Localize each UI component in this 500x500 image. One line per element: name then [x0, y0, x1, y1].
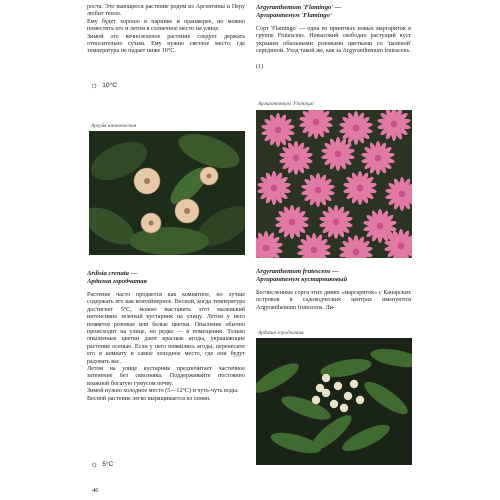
flamingo-flowers-image — [256, 110, 412, 258]
frutescens-title-latin: Argyranthemum frutescens — — [256, 268, 339, 275]
temperature-value: 5°С — [102, 461, 114, 468]
sun-icon: ☼ — [90, 80, 99, 90]
paragraph: роста. Это выющееся растение родом из Аргентины и Перу любит тепло. — [87, 4, 245, 18]
temperature-indicator — [90, 460, 113, 469]
flamingo-title-russian: Аргирантемум 'Flamingo' — [256, 12, 332, 19]
frutescens-section — [256, 268, 411, 312]
flamingo-section — [256, 4, 411, 71]
paragraph: Растение часто продается как комнатное, но лучше содержать его как контейнерное. Весной, когда температура достигнет 5°С, можно выставить этот маленький интенсивно зеленый кустарник на улицу. Летом у него появятся розовые или белые цветки. Опыление обычно происходит на улице, но редко — в помещении. Только опыленные цветки дают красные ягоды, украшающие растение осенью. Если у него появились ягоды, перенесите его в комнату в самое холодное место, где они будут радовать вас. — [87, 292, 245, 365]
sun-icon: ☼ — [90, 459, 99, 469]
ardisia-flowers-image — [256, 338, 412, 465]
ardisia-photo — [256, 338, 412, 465]
ardisia-section — [87, 270, 245, 403]
temperature-value: 10°С — [102, 82, 117, 89]
paragraph: Зимой это вечнозеленое растение следует держать относительно сухим. Ему нужно светлое место, где температура не падает ниже 10°С. — [87, 33, 245, 55]
araujia-flower-image — [89, 131, 245, 255]
small-flower — [334, 382, 342, 390]
paragraph: Ему будет хорошо в парнике и оранжерее, но можно поместить его и летом в солнечное место на улице. — [87, 18, 245, 33]
flamingo-title-latin: Argyranthemum 'Flamingo' — — [256, 4, 342, 11]
small-flower — [350, 380, 358, 388]
photo-caption: Аргирантемум 'Flamingo' — [258, 101, 315, 107]
small-flower — [356, 396, 364, 404]
ardisia-title-russian: Ардизия городчатая — [87, 278, 147, 285]
photo-caption: Арауйя шелконосная — [91, 123, 137, 129]
note: (1) — [256, 63, 264, 70]
temperature-indicator — [90, 81, 117, 90]
photo-caption: Ардизия городчатая — [258, 330, 304, 336]
paragraph: Сорт 'Flamingo' — одна из приятных новых маргариток в группе Frutescens. Невысокий свободно растущий куст украшен обильными розовыми цветками со 'паленой' серединой. Уход такой же, как за Argyranthemum frutescens. — [256, 26, 411, 55]
small-flower — [312, 396, 320, 404]
araujia-photo — [89, 131, 245, 255]
frutescens-title-russian: Аргирантемум кустарниковый — [256, 276, 348, 283]
paragraph: Зимой нужно холодное место (5—12°С) и чуть-чуть воды. — [87, 388, 239, 395]
small-flower — [316, 384, 324, 392]
small-flower — [340, 404, 348, 412]
page-number: 46 — [92, 487, 99, 494]
paragraph: Весной растение легко выращивается из семян. — [87, 395, 211, 402]
small-flower — [344, 392, 352, 400]
paragraph: Бесчисленные сорта этих диких «маргариток» с Канарских островов в садоводческих центрах именуются Argyranthemum frutescens. Ли- — [256, 290, 411, 311]
ardisia-title-latin: Ardisia crenata — — [87, 270, 138, 277]
flamingo-photo — [256, 110, 412, 258]
left-top-text — [87, 4, 245, 56]
small-flower — [330, 400, 338, 408]
paragraph: Летом на улице кустарник предпочитает частичное затенение без сквозняка. Поддерживайте постоянно влажной богатую гумусом почву. — [87, 366, 245, 387]
small-flower — [322, 374, 330, 382]
